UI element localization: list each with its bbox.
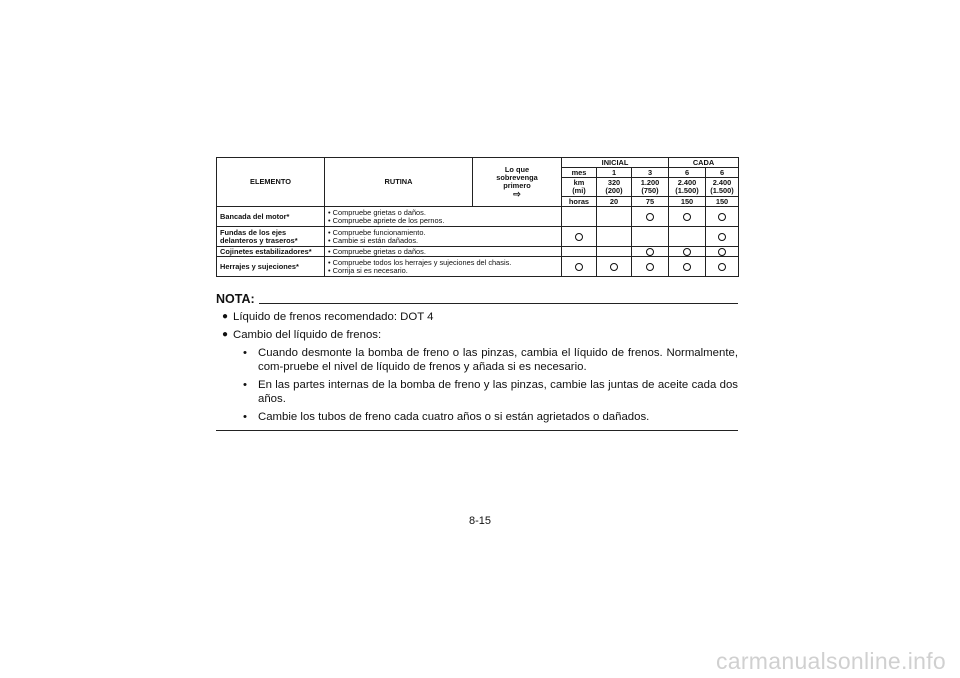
circle-mark-icon [683, 248, 691, 256]
interval-km-cell [669, 178, 706, 197]
nota-rule [259, 303, 738, 304]
interval-km-line: (750) [641, 186, 659, 195]
row-interval-cell [562, 207, 597, 227]
circle-mark-icon [646, 213, 654, 221]
row-elemento-line: Bancada del motor* [220, 211, 290, 221]
interval-label-km-line: km [573, 178, 585, 187]
table-row [217, 257, 739, 277]
table-row [217, 207, 739, 227]
nota-section [216, 292, 738, 431]
nota-item [216, 378, 738, 406]
row-interval-cell [562, 257, 597, 277]
row-rutina [325, 207, 562, 227]
row-elemento-line: Herrajes y sujeciones* [220, 261, 299, 271]
filled-circle-bullet-icon: ● [222, 311, 229, 322]
interval-km-line: 320 [607, 178, 621, 187]
circle-mark-icon [718, 233, 726, 241]
maintenance-table [216, 157, 739, 277]
row-interval-cell [562, 227, 597, 247]
interval-label-km [562, 178, 597, 197]
nota-item-text: Cambio del líquido de frenos: [233, 329, 382, 341]
row-interval-cell [562, 247, 597, 257]
interval-label-horas: horas [562, 197, 597, 207]
row-interval-cell [669, 257, 706, 277]
row-interval-cell [706, 207, 739, 227]
circle-mark-icon [683, 213, 691, 221]
interval-horas-cell: 150 [669, 197, 706, 207]
nota-title: NOTA: [216, 292, 255, 306]
table-row [217, 227, 739, 247]
row-elemento [217, 247, 325, 257]
interval-km-line: (200) [605, 186, 623, 195]
row-elemento-line: Fundas de los ejes [220, 227, 287, 237]
interval-horas-cell: 150 [706, 197, 739, 207]
row-rutina-item: • Compruebe todos los herrajes y sujeciones del chasis. [328, 259, 559, 267]
row-elemento [217, 257, 325, 277]
circle-mark-icon [646, 248, 654, 256]
circle-mark-icon [718, 263, 726, 271]
circle-mark-icon [683, 263, 691, 271]
row-interval-cell [632, 247, 669, 257]
circle-mark-icon [718, 248, 726, 256]
row-rutina-item: • Corrija si es necesario. [328, 267, 559, 275]
nota-header [216, 292, 738, 306]
nota-item-text: En las partes internas de la bomba de freno y las pinzas, cambie las juntas de aceite cada dos años. [258, 379, 738, 405]
row-interval-cell [597, 247, 632, 257]
circle-mark-icon [718, 213, 726, 221]
row-interval-cell [706, 227, 739, 247]
row-interval-cell [632, 227, 669, 247]
nota-item-text: Líquido de frenos recomendado: DOT 4 [233, 311, 434, 323]
row-rutina-item: • Compruebe funcionamiento. [328, 229, 559, 237]
circle-mark-icon [610, 263, 618, 271]
row-rutina [325, 227, 562, 247]
row-interval-cell [669, 247, 706, 257]
bullet-dot-icon: • [243, 379, 247, 391]
circle-mark-icon [575, 263, 583, 271]
header-rutina: RUTINA [325, 158, 473, 207]
row-rutina-item: • Compruebe grietas o daños. [328, 248, 559, 256]
nota-item [216, 328, 738, 342]
filled-circle-bullet-icon: ● [222, 329, 229, 340]
header-lo-que-line: sobrevenga [496, 172, 538, 182]
row-interval-cell [597, 227, 632, 247]
row-rutina [325, 247, 562, 257]
row-rutina-item: • Compruebe apriete de los pernos. [328, 217, 559, 225]
interval-label-km-line: (mi) [572, 186, 586, 195]
row-interval-cell [669, 207, 706, 227]
nota-item-text: Cuando desmonte la bomba de freno o las pinzas, cambia el líquido de frenos. Normalmente, com-pruebe el nivel de líquido de frenos y añada si es necesario. [258, 347, 738, 373]
watermark: carmanualsonline.info [715, 648, 946, 674]
row-interval-cell [706, 247, 739, 257]
row-interval-cell [669, 227, 706, 247]
row-elemento [217, 207, 325, 227]
header-elemento: ELEMENTO [217, 158, 325, 207]
row-interval-cell [597, 257, 632, 277]
row-elemento-line: delanteros y traseros* [220, 235, 298, 245]
nota-item [216, 310, 738, 324]
row-elemento-line: Cojinetes estabilizadores* [220, 246, 312, 256]
interval-mes-cell: 6 [669, 168, 706, 178]
header-cada: CADA [669, 158, 739, 168]
row-interval-cell [597, 207, 632, 227]
interval-horas-cell: 75 [632, 197, 669, 207]
interval-km-line: 2.400 [712, 178, 732, 187]
row-interval-cell [632, 257, 669, 277]
interval-km-line: 2.400 [677, 178, 697, 187]
interval-km-cell [597, 178, 632, 197]
nota-bottom-rule [216, 430, 738, 431]
header-inicial: INICIAL [562, 158, 669, 168]
page-number: 8-15 [468, 515, 492, 527]
header-lo-que-line: primero [503, 180, 531, 190]
header-lo-que [473, 158, 562, 207]
interval-mes-cell: 3 [632, 168, 669, 178]
nota-item [216, 410, 738, 424]
interval-km-cell [632, 178, 669, 197]
row-rutina-item: • Cambie si están dañados. [328, 237, 559, 245]
interval-horas-cell: 20 [597, 197, 632, 207]
row-interval-cell [706, 257, 739, 277]
nota-list [216, 310, 738, 424]
interval-km-line: (1.500) [710, 186, 734, 195]
bullet-dot-icon: • [243, 347, 247, 359]
interval-km-line: (1.500) [675, 186, 699, 195]
circle-mark-icon [575, 233, 583, 241]
row-rutina-item: • Compruebe grietas o daños. [328, 209, 559, 217]
circle-mark-icon [646, 263, 654, 271]
bullet-dot-icon: • [243, 411, 247, 423]
interval-km-cell [706, 178, 739, 197]
row-elemento [217, 227, 325, 247]
interval-label-mes: mes [562, 168, 597, 178]
table-row [217, 247, 739, 257]
right-arrow-icon: ⇨ [513, 188, 521, 199]
interval-mes-cell: 6 [706, 168, 739, 178]
nota-item [216, 346, 738, 374]
row-interval-cell [632, 207, 669, 227]
header-lo-que-line: Lo que [504, 164, 530, 174]
row-rutina [325, 257, 562, 277]
interval-km-line: 1.200 [640, 178, 660, 187]
nota-item-text: Cambie los tubos de freno cada cuatro años o si están agrietados o dañados. [258, 411, 650, 423]
interval-mes-cell: 1 [597, 168, 632, 178]
